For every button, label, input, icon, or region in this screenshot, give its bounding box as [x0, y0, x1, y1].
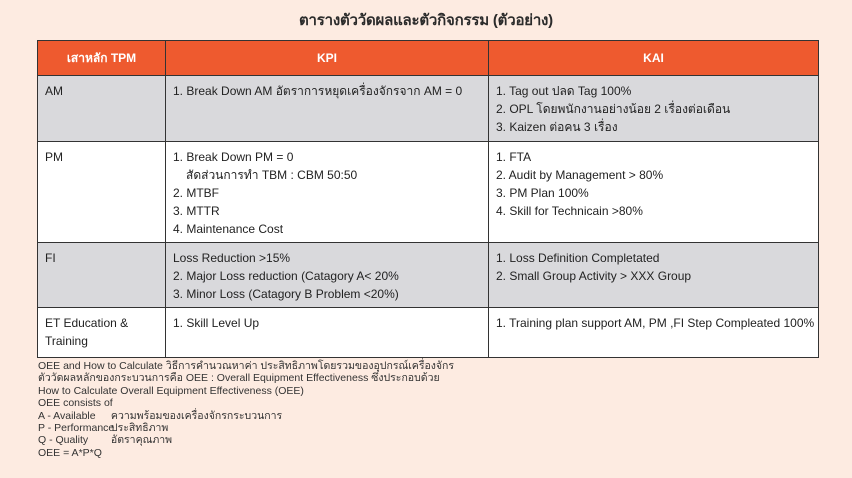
- component-key: P - Performance: [38, 422, 115, 435]
- component-value: ประสิทธิภาพ: [110, 422, 169, 435]
- component-value: อัตราคุณภาพ: [110, 434, 173, 447]
- component-value: ความพร้อมของเครื่องจักรกระบวนการ: [110, 409, 283, 422]
- kai-item: 1. FTA: [496, 150, 532, 164]
- kpi-item: 3. MTTR: [173, 204, 220, 218]
- kpi-item: 1. Skill Level Up: [173, 316, 260, 330]
- oee-component: [38, 434, 454, 446]
- oee-notes: [38, 360, 454, 459]
- kai-item: 2. OPL โดยพนักงานอย่างน้อย 2 เรื่องต่อเดือน: [496, 102, 731, 116]
- note-line: ตัววัดผลหลักของกระบวนการคือ OEE : Overall Equipment Effectiveness ซึ่งประกอบด้วย: [38, 372, 440, 385]
- kpi-item: 1. Break Down AM อัตราการหยุดเครื่องจักรจาก AM = 0: [173, 84, 463, 98]
- pillar-cell: ET Education & Training: [38, 308, 166, 358]
- table-row-et: [38, 308, 819, 358]
- kpi-item: 3. Minor Loss (Catagory B Problem <20%): [173, 287, 399, 301]
- kai-item: 1. Tag out ปลด Tag 100%: [496, 84, 632, 98]
- kpi-item: Loss Reduction >15%: [173, 251, 291, 265]
- oee-component: [38, 410, 454, 422]
- kpi-cell: [166, 76, 489, 142]
- kai-cell: [489, 76, 819, 142]
- header-kai: KAI: [489, 41, 819, 76]
- kpi-item: 1. Break Down PM = 0: [173, 150, 294, 164]
- oee-component: [38, 422, 454, 434]
- kai-item: 2. Small Group Activity > XXX Group: [496, 269, 692, 283]
- note-line: OEE and How to Calculate วิธีการคำนวณหาค่า ประสิทธิภาพโดยรวมของอุปกรณ์เครื่องจักร: [38, 360, 455, 372]
- pillar-cell: FI: [38, 243, 166, 308]
- kai-item: 1. Loss Definition Completated: [496, 251, 660, 265]
- kpi-cell: [166, 142, 489, 243]
- kai-item: 3. PM Plan 100%: [496, 186, 589, 200]
- table-row-pm: [38, 142, 819, 243]
- kpi-item: 2. Major Loss reduction (Catagory A< 20%: [173, 269, 399, 283]
- header-pillar: เสาหลัก TPM: [38, 41, 166, 76]
- component-key: Q - Quality: [38, 434, 89, 447]
- kai-item: 1. Training plan support AM, PM ,FI Step Compleated 100%: [496, 316, 815, 330]
- oee-formula: OEE = A*P*Q: [38, 446, 102, 459]
- kai-item: 2. Audit by Management > 80%: [496, 168, 664, 182]
- kpi-item: 2. MTBF: [173, 186, 220, 200]
- note-line: How to Calculate Overall Equipment Effectiveness (OEE): [38, 384, 304, 397]
- kai-item: 3. Kaizen ต่อคน 3 เรื่อง: [496, 120, 618, 134]
- table-row-fi: [38, 243, 819, 308]
- tpm-kpi-kai-table: [37, 40, 819, 358]
- kai-cell: [489, 142, 819, 243]
- component-key: A - Available: [38, 409, 96, 422]
- pillar-cell: AM: [38, 76, 166, 142]
- kai-item: 4. Skill for Technicain >80%: [496, 204, 643, 218]
- kpi-cell: [166, 243, 489, 308]
- table-row-am: [38, 76, 819, 142]
- header-kpi: KPI: [166, 41, 489, 76]
- kai-cell: [489, 243, 819, 308]
- kpi-item: สัดส่วนการทำ TBM : CBM 50:50: [186, 168, 358, 182]
- kai-cell: [489, 308, 819, 358]
- pillar-cell: PM: [38, 142, 166, 243]
- note-line: OEE consists of: [38, 397, 113, 410]
- kpi-cell: [166, 308, 489, 358]
- kpi-item: 4. Maintenance Cost: [173, 222, 284, 236]
- page-title: ตารางตัววัดผลและตัวกิจกรรม (ตัวอย่าง): [299, 12, 553, 29]
- table-header-row: [38, 41, 819, 76]
